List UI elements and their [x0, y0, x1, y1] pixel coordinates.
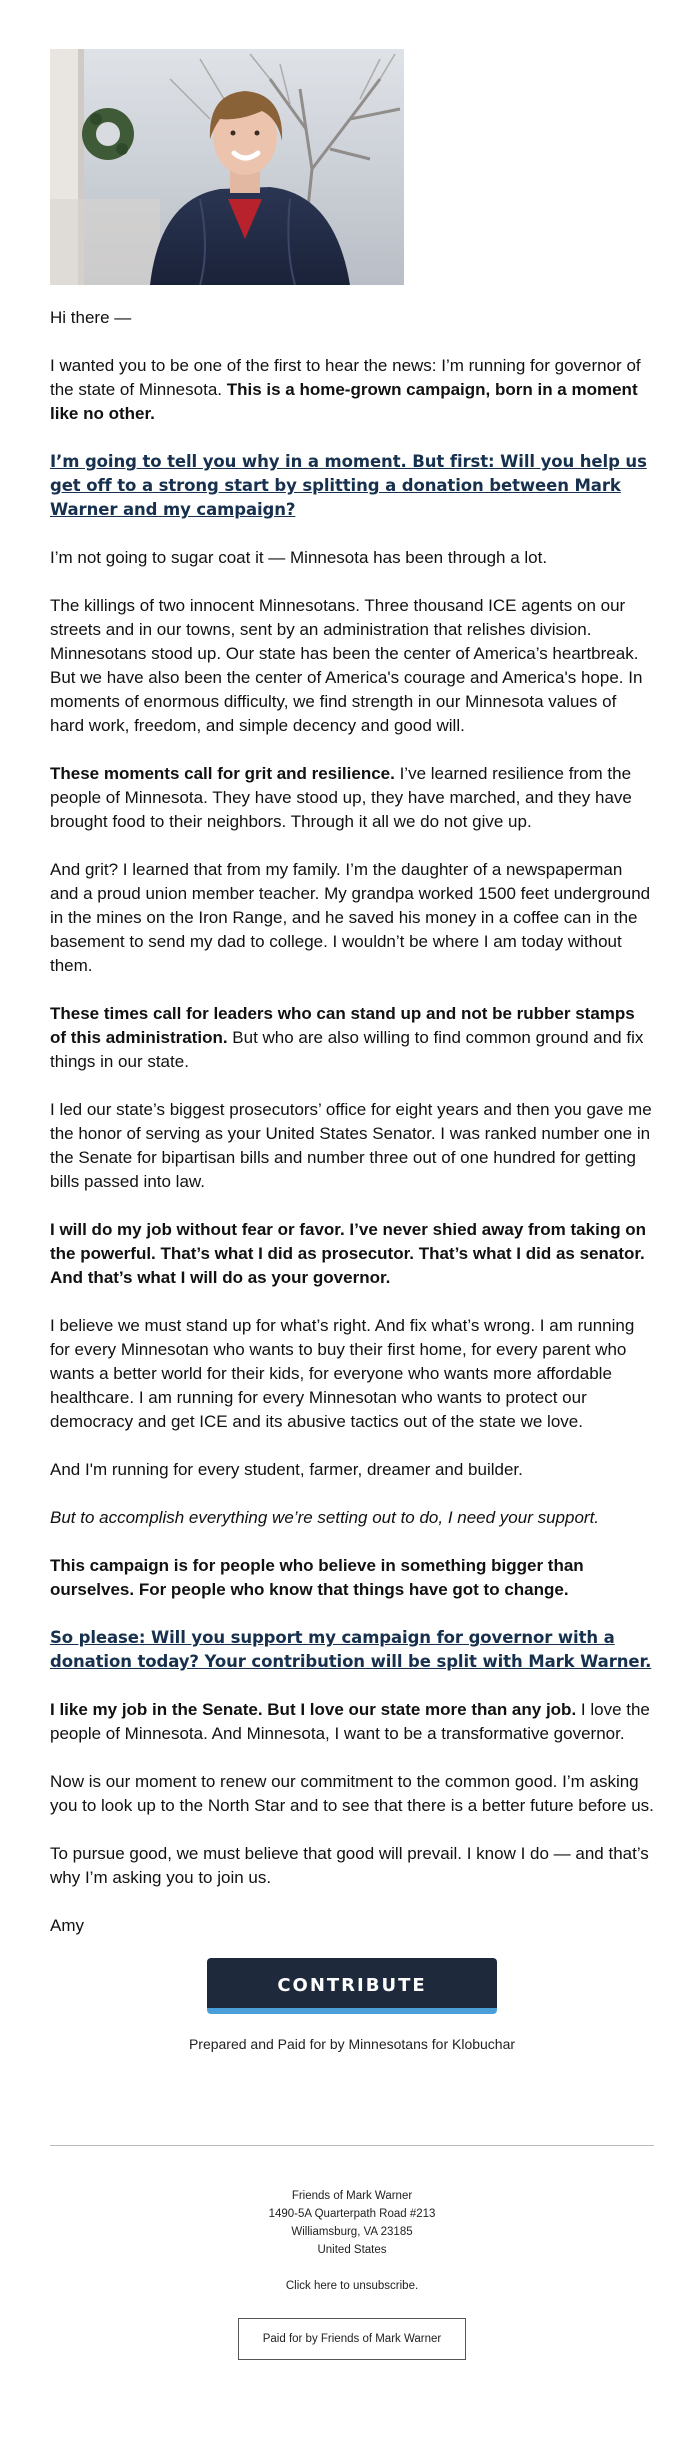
paragraph-killings: The killings of two innocent Minnesotans. Three thousand ICE agents on our streets and in our towns, sent by an administration that relishes division. Minnesotans stood up. Our state has been the center of America’s heartbreak. But we have also been the center of America's courage and America's hope. In moments of enormous difficulty, we find strength in our Minnesota values of hard work, freedom, and simple decency and good will.: [50, 596, 643, 735]
leaders-bold: These times call for leaders who can stand up and not be rubber stamps of this administration.: [50, 1004, 635, 1047]
cta-paragraph-2: [50, 1626, 654, 1674]
paragraph-grit: [50, 762, 654, 834]
unsubscribe-link[interactable]: Click here to unsubscribe.: [285, 2280, 419, 2292]
paragraph-join-us: To pursue good, we must believe that good will prevail. I know I do — and that’s why I’m asking you to join us.: [50, 1844, 649, 1887]
paragraph-running: And I'm running for every student, farmer, dreamer and builder.: [50, 1460, 523, 1479]
senate-text: I love the people of Minnesota. And Minnesota, I want to be a transformative governor.: [50, 1700, 650, 1743]
footer-divider: [50, 2145, 654, 2146]
footer: [50, 2187, 654, 2360]
contribute-button-wrap: [50, 1958, 654, 2014]
paragraph-prosecutor: I led our state’s biggest prosecutors’ office for eight years and then you gave me the honor of serving as your United States Senator. I was ranked number one in the Senate for bipartisan bills and number three out of one hundred for getting bills passed into law.: [50, 1100, 652, 1191]
donate-link-1[interactable]: I’m going to tell you why in a moment. But first: Will you help us get off to a strong start by splitting a donation between Mark Warner and my campaign?: [50, 452, 647, 519]
intro-paragraph: [50, 354, 654, 426]
grit-bold: These moments call for grit and resilience.: [50, 764, 395, 783]
footer-address-line-1: 1490-5A Quarterpath Road #213: [268, 2208, 436, 2220]
paragraph-leaders: [50, 1002, 654, 1074]
paragraph-sugar-coat: I’m not going to sugar coat it — Minnesota has been through a lot.: [50, 548, 548, 567]
paid-for-disclaimer: Prepared and Paid for by Minnesotans for Klobuchar: [188, 2036, 516, 2052]
intro-text: I wanted you to be one of the first to hear the news: I’m running for governor of the state of Minnesota.: [50, 356, 641, 399]
paragraph-north-star: Now is our moment to renew our commitment to the common good. I’m asking you to look up to the North Star and to see that there is a better future before us.: [50, 1772, 654, 1815]
signature: Amy: [50, 1916, 84, 1935]
footer-org: Friends of Mark Warner: [291, 2190, 413, 2202]
paragraph-family: And grit? I learned that from my family. I’m the daughter of a newspaperman and a proud union member teacher. My grandpa worked 1500 feet underground in the mines on the Iron Range, and he saved his money in a coffee can in the basement to send my dad to college. I wouldn’t be where I am today without them.: [50, 860, 651, 975]
hero-photo: [50, 49, 404, 285]
greeting: Hi there —: [50, 308, 132, 327]
paragraph-fear-or-favor: I will do my job without fear or favor. I’ve never shied away from taking on the powerful. That’s what I did as prosecutor. That’s what I did as senator. And that’s what I will do as your governor.: [50, 1220, 647, 1287]
contribute-button[interactable]: CONTRIBUTE: [207, 1958, 497, 2014]
paragraph-support: But to accomplish everything we’re setting out to do, I need your support.: [50, 1508, 600, 1527]
paragraph-bigger: This campaign is for people who believe in something bigger than ourselves. For people who know that things have got to change.: [50, 1556, 584, 1599]
email-body: [50, 49, 654, 2360]
footer-address-line-2: Williamsburg, VA 23185: [291, 2226, 413, 2238]
donate-link-2[interactable]: So please: Will you support my campaign for governor with a donation today? Your contribution will be split with Mark Warner.: [50, 1628, 652, 1671]
cta-paragraph-1: [50, 450, 654, 522]
senate-bold: I like my job in the Senate. But I love our state more than any job.: [50, 1700, 577, 1719]
paragraph-senate: [50, 1698, 654, 1746]
grit-text: I’ve learned resilience from the people of Minnesota. They have stood up, they have marched, and they have brought food to their neighbors. Through it all we do not give up.: [50, 764, 632, 831]
paragraph-stand-up: I believe we must stand up for what’s right. And fix what’s wrong. I am running for every Minnesotan who wants to buy their first home, for every parent who wants a better world for their kids, for everyone who wants more affordable healthcare. I am running for every Minnesotan who wants to protect our democracy and get ICE and its abusive tactics out of the state we love.: [50, 1316, 635, 1431]
paid-for-box: Paid for by Friends of Mark Warner: [238, 2318, 467, 2360]
leaders-text: But who are also willing to find common ground and fix things in our state.: [50, 1028, 644, 1071]
hero-photo-illustration: [50, 49, 404, 285]
footer-country: United States: [317, 2244, 387, 2256]
intro-bold: This is a home-grown campaign, born in a moment like no other.: [50, 380, 638, 423]
